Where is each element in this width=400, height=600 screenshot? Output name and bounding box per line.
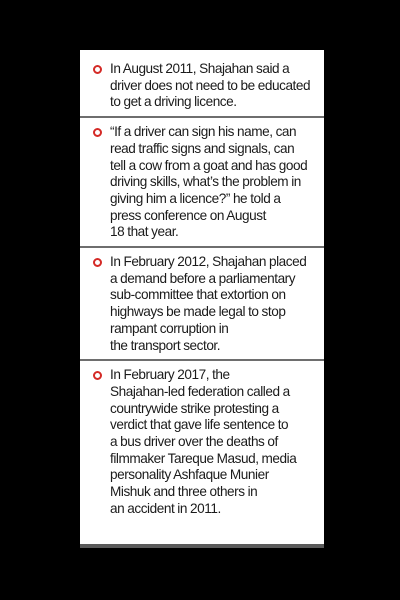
text-line: tell a cow from a goat and has good bbox=[110, 157, 308, 173]
text-line: 18 that year. bbox=[110, 224, 179, 240]
text-line: highways be made legal to stop bbox=[110, 304, 286, 320]
text-line: sub-committee that extortion on bbox=[110, 287, 286, 303]
bullet-item bbox=[80, 124, 324, 248]
text-line: Shajahan-led federation called a bbox=[110, 383, 290, 399]
text-line: to get a driving licence. bbox=[110, 94, 237, 110]
text-line: a demand before a parliamentary bbox=[110, 270, 296, 286]
text-line: an accident in 2011. bbox=[110, 500, 221, 516]
text-line: rampant corruption in bbox=[110, 320, 229, 336]
text-line: read traffic signs and signals, can bbox=[110, 140, 295, 156]
text-line: a bus driver over the deaths of bbox=[110, 434, 278, 450]
text-line: countrywide strike protesting a bbox=[110, 400, 279, 416]
text-line: personality Ashfaque Munier bbox=[110, 467, 269, 483]
bottom-divider bbox=[80, 544, 324, 548]
text-line: In February 2017, the bbox=[110, 367, 230, 383]
text-line: filmmaker Tareque Masud, media bbox=[110, 450, 297, 466]
red-ring-bullet-icon bbox=[93, 128, 102, 137]
bullet-text bbox=[110, 124, 320, 241]
bullet-item bbox=[80, 367, 324, 522]
bullet-text bbox=[110, 61, 320, 111]
text-line: driver does not need to be educated bbox=[110, 77, 311, 93]
bullet-item bbox=[80, 254, 324, 361]
bullet-text bbox=[110, 367, 320, 517]
text-line: “If a driver can sign his name, can bbox=[110, 124, 297, 140]
text-line: giving him a licence?” he told a bbox=[110, 190, 281, 206]
text-line: Mishuk and three others in bbox=[110, 484, 258, 500]
text-line: press conference on August bbox=[110, 207, 266, 223]
red-ring-bullet-icon bbox=[93, 258, 102, 267]
red-ring-bullet-icon bbox=[93, 65, 102, 74]
text-line: driving skills, what’s the problem in bbox=[110, 174, 301, 190]
text-line: verdict that gave life sentence to bbox=[110, 417, 289, 433]
text-line: the transport sector. bbox=[110, 337, 221, 353]
red-ring-bullet-icon bbox=[93, 371, 102, 380]
bullet-text bbox=[110, 254, 320, 354]
text-line: In August 2011, Shajahan said a bbox=[110, 61, 290, 76]
bullet-list bbox=[80, 50, 324, 523]
fact-card bbox=[80, 50, 324, 548]
bullet-item bbox=[80, 61, 324, 118]
text-line: In February 2012, Shajahan placed bbox=[110, 254, 307, 270]
